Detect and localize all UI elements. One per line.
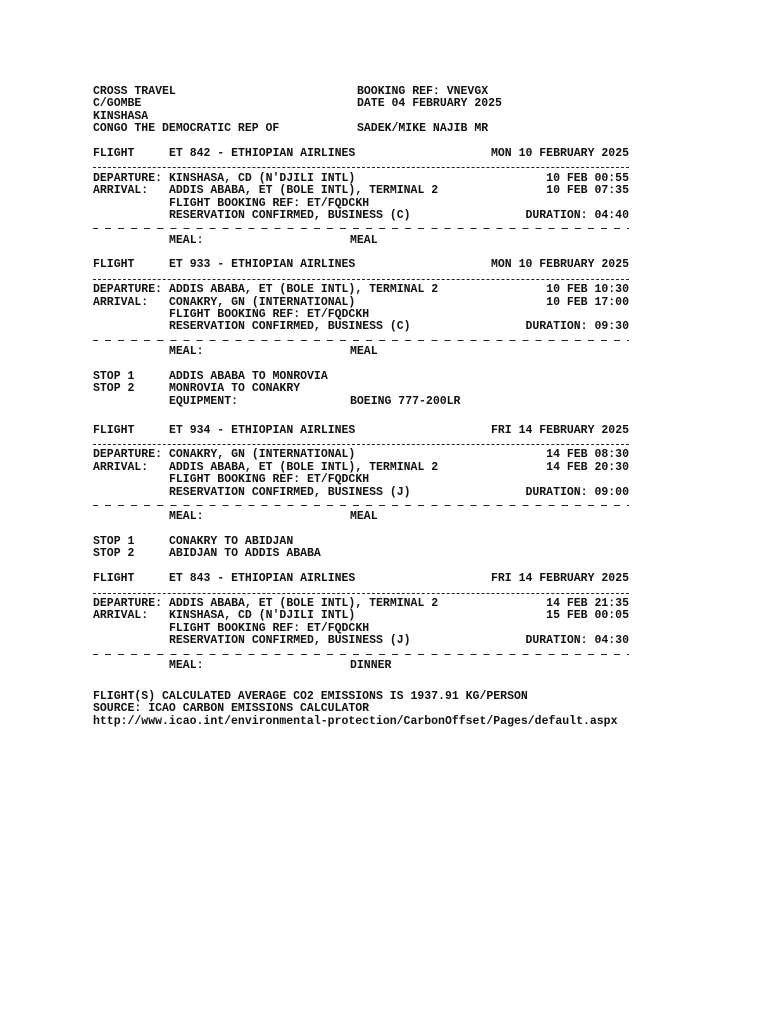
stop-route: ABIDJAN TO ADDIS ABABA — [169, 547, 321, 561]
departure-airport: ADDIS ABABA, ET (BOLE INTL), TERMINAL 2 — [169, 283, 439, 297]
departure-time: 14 FEB 08:30 — [546, 448, 629, 462]
departure-time: 10 FEB 10:30 — [546, 283, 629, 297]
flight-number: ET 933 - ETHIOPIAN AIRLINES — [169, 258, 356, 272]
flight-header — [93, 148, 633, 160]
flight-date: FRI 14 FEBRUARY 2025 — [490, 572, 629, 586]
stop-route: MONROVIA TO CONAKRY — [169, 382, 301, 396]
separator-line — [93, 160, 633, 172]
flight-label: FLIGHT — [93, 258, 135, 272]
agency-name: CROSS TRAVEL — [93, 85, 176, 98]
arrival-airport: CONAKRY, GN (INTERNATIONAL) — [169, 295, 356, 309]
departure-label: DEPARTURE: — [93, 597, 163, 611]
stop-route: CONAKRY TO ABIDJAN — [169, 535, 294, 549]
arrival-label: ARRIVAL: — [93, 184, 149, 198]
flight-label: FLIGHT — [93, 423, 135, 437]
reservation-row — [93, 487, 633, 499]
booking-ref-row — [93, 474, 633, 486]
reservation-status: RESERVATION CONFIRMED, BUSINESS (C) — [169, 320, 411, 334]
stop-label: STOP 2 — [93, 547, 135, 561]
equipment-row — [93, 396, 633, 408]
departure-airport: ADDIS ABABA, ET (BOLE INTL), TERMINAL 2 — [169, 597, 439, 611]
flight-date: FRI 14 FEBRUARY 2025 — [490, 423, 629, 437]
equipment-label: EQUIPMENT: — [169, 394, 239, 408]
meal-value: MEAL — [350, 510, 378, 524]
arrival-time: 15 FEB 00:05 — [546, 609, 629, 623]
flight-label: FLIGHT — [93, 146, 135, 160]
arrival-row — [93, 610, 633, 622]
arrival-airport: ADDIS ABABA, ET (BOLE INTL), TERMINAL 2 — [169, 184, 439, 198]
reservation-row — [93, 321, 633, 333]
flight-booking-ref: FLIGHT BOOKING REF: ET/FQDCKH — [169, 621, 370, 635]
reservation-status: RESERVATION CONFIRMED, BUSINESS (J) — [169, 485, 411, 499]
meal-label: MEAL: — [169, 658, 204, 672]
meal-label: MEAL: — [169, 510, 204, 524]
stop-route: ADDIS ABABA TO MONROVIA — [169, 369, 328, 383]
flight-number: ET 842 - ETHIOPIAN AIRLINES — [169, 146, 356, 160]
flight-booking-ref: FLIGHT BOOKING REF: ET/FQDCKH — [169, 196, 370, 210]
stop-row — [93, 383, 633, 395]
stop-label: STOP 1 — [93, 369, 135, 383]
itinerary-document — [93, 86, 633, 728]
agency-country: CONGO THE DEMOCRATIC REP OF — [93, 122, 280, 136]
meal-label: MEAL: — [169, 345, 204, 359]
meal-row — [93, 235, 633, 247]
arrival-time: 10 FEB 17:00 — [546, 295, 629, 309]
reservation-row — [93, 635, 633, 647]
booking-ref: BOOKING REF: VNEVGX — [357, 85, 489, 98]
source-line — [93, 703, 633, 715]
departure-row — [93, 284, 633, 296]
flight-number: ET 843 - ETHIOPIAN AIRLINES — [169, 572, 356, 586]
agency-address: C/GOMBE — [93, 97, 142, 111]
departure-label: DEPARTURE: — [93, 283, 163, 297]
flight-header — [93, 573, 633, 585]
departure-airport: CONAKRY, GN (INTERNATIONAL) — [169, 448, 356, 462]
flight-duration: DURATION: 09:00 — [525, 485, 629, 499]
stop-label: STOP 2 — [93, 382, 135, 396]
departure-time: 14 FEB 21:35 — [546, 597, 629, 611]
stop-label: STOP 1 — [93, 535, 135, 549]
flight-label: FLIGHT — [93, 572, 135, 586]
meal-value: DINNER — [350, 658, 392, 672]
flight-header — [93, 259, 633, 271]
reservation-status: RESERVATION CONFIRMED, BUSINESS (J) — [169, 634, 411, 648]
reservation-row — [93, 210, 633, 222]
issue-date: DATE 04 FEBRUARY 2025 — [357, 97, 502, 111]
meal-value: MEAL — [350, 233, 378, 247]
departure-label: DEPARTURE: — [93, 171, 163, 185]
header-row-2 — [93, 98, 633, 110]
flight-duration: DURATION: 09:30 — [525, 320, 629, 334]
arrival-label: ARRIVAL: — [93, 295, 149, 309]
flight-duration: DURATION: 04:40 — [525, 208, 629, 222]
dashed-separator — [93, 222, 633, 234]
flight-date: MON 10 FEBRUARY 2025 — [490, 258, 629, 272]
departure-row — [93, 449, 633, 461]
departure-time: 10 FEB 00:55 — [546, 171, 629, 185]
meal-row — [93, 660, 633, 672]
arrival-row — [93, 185, 633, 197]
agency-city: KINSHASA — [93, 109, 149, 123]
flight-number: ET 934 - ETHIOPIAN AIRLINES — [169, 423, 356, 437]
departure-airport: KINSHASA, CD (N'DJILI INTL) — [169, 171, 356, 185]
flight-booking-ref: FLIGHT BOOKING REF: ET/FQDCKH — [169, 473, 370, 487]
stop-row — [93, 548, 633, 560]
url-line — [93, 716, 633, 728]
arrival-airport: KINSHASA, CD (N'DJILI INTL) — [169, 609, 356, 623]
source-text: SOURCE: ICAO CARBON EMISSIONS CALCULATOR — [93, 702, 370, 716]
icao-url: http://www.icao.int/environmental-protection/CarbonOffset/Pages/default.aspx — [93, 714, 618, 728]
passenger-name: SADEK/MIKE NAJIB MR — [357, 122, 489, 136]
flight-date: MON 10 FEBRUARY 2025 — [490, 146, 629, 160]
arrival-time: 14 FEB 20:30 — [546, 460, 629, 474]
header-row-4 — [93, 123, 633, 135]
meal-row — [93, 511, 633, 523]
meal-row — [93, 346, 633, 358]
departure-label: DEPARTURE: — [93, 448, 163, 462]
arrival-time: 10 FEB 07:35 — [546, 184, 629, 198]
arrival-label: ARRIVAL: — [93, 609, 149, 623]
equipment-value: BOEING 777-200LR — [350, 394, 461, 408]
arrival-label: ARRIVAL: — [93, 460, 149, 474]
meal-label: MEAL: — [169, 233, 204, 247]
flight-booking-ref: FLIGHT BOOKING REF: ET/FQDCKH — [169, 308, 370, 322]
flight-header — [93, 425, 633, 437]
meal-value: MEAL — [350, 345, 378, 359]
co2-text: FLIGHT(S) CALCULATED AVERAGE CO2 EMISSIONS IS 1937.91 KG/PERSON — [93, 689, 528, 703]
flight-duration: DURATION: 04:30 — [525, 634, 629, 648]
arrival-airport: ADDIS ABABA, ET (BOLE INTL), TERMINAL 2 — [169, 460, 439, 474]
reservation-status: RESERVATION CONFIRMED, BUSINESS (C) — [169, 208, 411, 222]
